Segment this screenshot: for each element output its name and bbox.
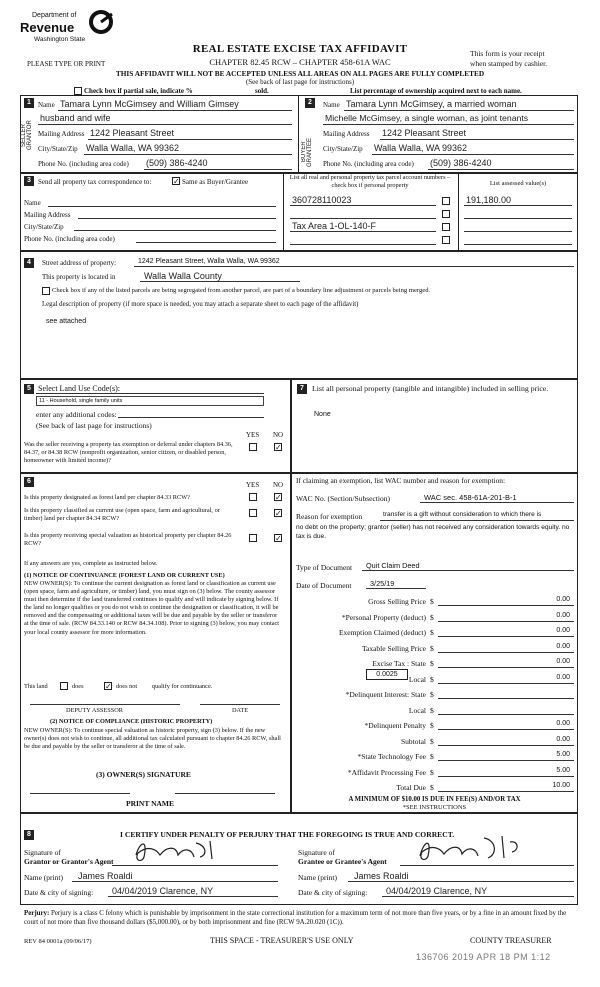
fee-dollar: $ xyxy=(430,721,434,730)
ownership-note: List percentage of ownership acquired next to each name. xyxy=(350,87,522,95)
fee-value[interactable]: 0.00 xyxy=(556,735,570,743)
continuance-title: (1) NOTICE OF CONTINUANCE (FOREST LAND OR CURRENT USE) xyxy=(24,572,225,579)
corr-addr-label: Mailing Address xyxy=(24,211,71,219)
see-back: (See back of last page for instructions) xyxy=(245,78,355,86)
fee-dollar: $ xyxy=(430,643,434,653)
perjury-text xyxy=(24,909,578,927)
seller-name-2[interactable]: husband and wife xyxy=(40,113,111,123)
street-address-label: Street address of property: xyxy=(42,259,117,267)
treasurer-stamp: 136706 2019 APR 18 PM 1:12 xyxy=(416,952,551,962)
wac-number[interactable]: WAC sec. 458-61A-201-B-1 xyxy=(424,493,517,502)
historic-yes-checkbox[interactable] xyxy=(249,534,257,542)
logo-state: Washington State xyxy=(34,36,86,43)
grantee-name[interactable]: James Roaldi xyxy=(354,871,409,881)
fee-label: Gross Selling Price xyxy=(368,597,426,606)
seller-phone[interactable]: (509) 386-4240 xyxy=(146,158,208,168)
exemption-intro: If claiming an exemption, list WAC number and reason for exemption: xyxy=(296,476,506,485)
buyer-addr-label: Mailing Address xyxy=(323,130,370,138)
historic-question: Is this property receiving special valuation as historical property per chapter 84.26 RCW? xyxy=(24,532,232,547)
fee-dollar: $ xyxy=(430,705,434,715)
seller-phone-label: Phone No. (including area code) xyxy=(38,160,129,168)
fee-dollar: $ xyxy=(430,659,434,668)
qualify-label: qualify for continuance. xyxy=(152,683,213,690)
corr-name-label: Name xyxy=(24,199,41,207)
fee-value[interactable]: 0.00 xyxy=(556,611,570,619)
assessed-value-header: List assessed value(s) xyxy=(489,180,547,187)
treasurer-space: THIS SPACE - TREASURER'S USE ONLY xyxy=(210,936,354,945)
section-7-number: 7 xyxy=(297,384,307,394)
seller-city[interactable]: Walla Walla, WA 99362 xyxy=(86,143,180,153)
s6-yes: YES xyxy=(246,481,260,489)
does-label: does xyxy=(72,683,84,690)
continuance-body: NEW OWNER(S): To continue the current designation as forest land or classification as current use (open space, farm and agriculture, or timber) land, you must sign on (3) below. The county assessor must then determine if the land transferred continues to qualify and will indicate by signing below. If the land no longer qualifies or you do not wish to continue the designation or classification, it will be removed and the compensating or additional taxes will be due and payable by the seller or transferor at the time of sale. (RCW 84.33.140 or RCW 84.34.108). Prior to signing (3) below, you may contact your local county assessor for more information. xyxy=(24,580,280,636)
same-as-buyer-checkbox[interactable]: ✓ xyxy=(173,177,180,186)
segregate-checkbox[interactable] xyxy=(42,287,50,295)
fee-dollar: $ xyxy=(430,674,434,684)
this-land-label: This land xyxy=(24,683,48,690)
grantee-signature[interactable] xyxy=(410,832,540,866)
legal-description[interactable]: see attached xyxy=(46,318,87,325)
fee-dollar: $ xyxy=(430,597,434,606)
legal-description-label: Legal description of property (if more space is needed, you may attach a separate sheet to each page of the affidavit) xyxy=(42,301,359,308)
logo-dept: Department of xyxy=(32,12,77,19)
buyer-side-label: BUYER GRANTEE xyxy=(301,137,313,167)
section-1-number: 1 xyxy=(24,98,34,108)
local-rate-box[interactable]: 0.0025 xyxy=(366,669,408,680)
fee-dollar: $ xyxy=(430,736,434,746)
current-use-no-checkbox[interactable]: ✓ xyxy=(275,509,282,518)
fee-dollar: $ xyxy=(430,783,434,792)
partial-sale-label: Check box if partial sale, indicate % xyxy=(84,87,193,95)
parcel-3-personal-checkbox[interactable] xyxy=(442,223,450,231)
fee-value[interactable]: 0.00 xyxy=(556,596,570,603)
parcel-2[interactable]: Tax Area 1-OL-140-F xyxy=(292,221,377,231)
buyer-city[interactable]: Walla Walla, WA 99362 xyxy=(374,143,468,153)
section-3-number: 3 xyxy=(24,176,34,186)
form-title: REAL ESTATE EXCISE TAX AFFIDAVIT xyxy=(192,43,408,55)
does-not-label: does not xyxy=(116,683,138,690)
parcel-4-personal-checkbox[interactable] xyxy=(442,236,450,244)
revenue-swoosh-icon xyxy=(88,10,114,34)
grantor-name[interactable]: James Roaldi xyxy=(78,871,133,881)
compliance-body: NEW OWNER(S): To continue special valuation as historic property, sign (3) below. If the new owner(s) does not wish to continue, all additional tax calculated pursuant to chapter 84.26 RCW, shall be due and payable by the seller or transferor at the time of sale. xyxy=(24,727,281,751)
seller-addr-label: Mailing Address xyxy=(38,130,85,138)
fee-value[interactable]: 0.00 xyxy=(556,720,570,727)
parcel-1[interactable]: 360728110023 xyxy=(292,195,352,205)
reason-line-2[interactable]: no debt on the property; grantor (seller) has not received any consideration towards equity. no tax is due. xyxy=(296,524,570,540)
print-name-label: PRINT NAME xyxy=(126,799,174,808)
fee-label: Excise Tax : State xyxy=(372,659,426,668)
section-6-number: 6 xyxy=(24,477,34,487)
parcel-1-personal-checkbox[interactable] xyxy=(442,197,450,205)
section-6 xyxy=(20,473,291,813)
grantor-date-label: Date & city of signing: xyxy=(24,888,94,897)
grantor-signature[interactable] xyxy=(126,835,246,865)
buyer-name-2[interactable]: Michelle McGimsey, a single woman, as joint tenants xyxy=(325,113,529,123)
does-not-checkbox[interactable]: ✓ xyxy=(105,682,112,691)
fee-label: Exemption Claimed (deduct) xyxy=(338,628,426,637)
s5-no: NO xyxy=(273,431,284,439)
county-treasurer: COUNTY TREASURER xyxy=(470,936,552,945)
doc-date-label: Date of Document xyxy=(296,581,352,590)
buyer-name[interactable]: Tamara Lynn McGimsey, a married woman xyxy=(346,99,517,109)
receipt-note-2: when stamped by cashier. xyxy=(470,59,548,68)
fee-value[interactable]: 10.00 xyxy=(552,782,570,789)
parcel-list-header: List all real and personal property tax parcel account numbers – check box if personal property xyxy=(289,174,451,189)
section-8-number: 8 xyxy=(24,830,34,840)
section-5-number: 5 xyxy=(24,384,34,394)
located-label: This property is located in xyxy=(42,273,116,281)
wac-label: WAC No. (Section/Subsection) xyxy=(296,494,390,503)
doc-date[interactable]: 3/25/19 xyxy=(370,579,395,588)
additional-codes-label: enter any additional codes: xyxy=(36,410,117,419)
grantor-signature-of: Signature of xyxy=(24,848,61,857)
minimum-fee-note: A MINIMUM OF $10.00 IS DUE IN FEE(S) AND/OR TAX xyxy=(348,796,521,803)
seller-side-label: SELLER GRANTOR xyxy=(21,120,33,150)
deputy-assessor-label: DEPUTY ASSESSOR xyxy=(66,707,123,714)
s5-yes: YES xyxy=(246,431,260,439)
seller-name-label: Name xyxy=(38,101,55,109)
reason-label: Reason for exemption xyxy=(296,512,363,521)
partial-sale-checkbox[interactable] xyxy=(74,87,82,95)
fee-label: *Personal Property (deduct) xyxy=(341,612,426,622)
exemption-yes-checkbox[interactable] xyxy=(249,443,257,451)
same-as-buyer-label: Same as Buyer/Grantee xyxy=(182,178,249,186)
current-use-question: Is this property classified as current use (open space, farm and agricultural, or timber) land per chapter 84.34 RCW? xyxy=(24,507,220,522)
send-correspondence-label: Send all property tax correspondence to: xyxy=(38,178,152,186)
doc-type[interactable]: Quit Claim Deed xyxy=(366,561,420,570)
property-street[interactable]: 1242 Pleasant Street, Walla Walla, WA 99362 xyxy=(138,258,280,265)
form-chapter: CHAPTER 82.45 RCW – CHAPTER 458-61A WAC xyxy=(209,57,391,67)
buyer-city-label: City/State/Zip xyxy=(323,145,363,153)
grantor-date-city[interactable]: 04/04/2019 Clarence, NY xyxy=(112,886,214,896)
current-use-yes-checkbox[interactable] xyxy=(249,509,257,517)
forest-yes-checkbox[interactable] xyxy=(249,493,257,501)
historic-no-checkbox[interactable]: ✓ xyxy=(275,534,282,543)
county[interactable]: Walla Walla County xyxy=(144,271,222,281)
forest-question: Is this property designated as forest land per chapter 84.33 RCW? xyxy=(24,494,190,501)
section-2-number: 2 xyxy=(305,98,315,108)
sold-label: sold. xyxy=(255,87,269,95)
logo-revenue: Revenue xyxy=(20,20,75,35)
grantee-signature-of: Signature of xyxy=(298,848,335,857)
land-use-code[interactable]: 11 - Household, single family units xyxy=(36,396,264,406)
fee-value[interactable]: 5.00 xyxy=(556,766,570,774)
fee-label: *Delinquent Penalty xyxy=(364,721,426,730)
fee-label: Total Due xyxy=(396,783,426,792)
fee-dollar: $ xyxy=(430,628,434,637)
fee-dollar: $ xyxy=(430,690,434,699)
land-use-label: Select Land Use Code(s): xyxy=(38,384,120,393)
grantee-date-city[interactable]: 04/04/2019 Clarence, NY xyxy=(386,886,488,896)
fee-label: *State Technology Fee xyxy=(357,752,426,761)
fee-label: Local xyxy=(408,674,426,684)
corr-phone-label: Phone No. (including area code) xyxy=(24,235,115,243)
fee-label: Local xyxy=(408,705,426,715)
does-checkbox[interactable] xyxy=(60,682,68,690)
revision: REV 84 0001a (09/06/17) xyxy=(24,938,92,945)
fee-label: Taxable Selling Price xyxy=(361,643,426,653)
exemption-question: Was the seller receiving a property tax exemption or deferral under chapters 84.36, 84.37, or 84.38 RCW (nonprofit organization, senior citizen, or disabled person, homeowner with limited income)? xyxy=(24,441,233,464)
fee-label: *Delinquent Interest: State xyxy=(345,690,426,699)
reason-line-1[interactable]: transfer is a gift without consideration to which there is xyxy=(383,511,542,518)
exemption-no-checkbox[interactable]: ✓ xyxy=(275,443,282,452)
segregate-label: Check box if any of the listed parcels are being segregated from another parcel, are part of a boundary line adjustment or parcels being merged. xyxy=(52,287,431,294)
buyer-address[interactable]: 1242 Pleasant Street xyxy=(382,128,467,138)
grantee-name-label: Name (print) xyxy=(298,873,337,882)
section-4 xyxy=(20,251,578,379)
owner-signature-title: (3) OWNER(S) SIGNATURE xyxy=(96,770,191,779)
assessed-value-1[interactable]: 191,180.00 xyxy=(466,195,512,205)
personal-property-label: List all personal property (tangible and intangible) included in selling price. xyxy=(312,384,549,393)
certify-statement: I CERTIFY UNDER PENALTY OF PERJURY THAT THE FOREGOING IS TRUE AND CORRECT. xyxy=(120,830,455,839)
parcel-2-personal-checkbox[interactable] xyxy=(442,210,450,218)
grantor-name-label: Name (print) xyxy=(24,873,63,882)
grantee-date-label: Date & city of signing: xyxy=(298,888,368,897)
fee-value[interactable]: 0.00 xyxy=(556,642,570,650)
forest-no-checkbox[interactable]: ✓ xyxy=(275,493,282,502)
fee-label: *Affidavit Processing Fee xyxy=(347,767,426,777)
land-use-see-back: (See back of last page for instructions) xyxy=(36,421,152,430)
buyer-phone[interactable]: (509) 386-4240 xyxy=(430,158,492,168)
seller-city-label: City/State/Zip xyxy=(38,145,78,153)
seller-address[interactable]: 1242 Pleasant Street xyxy=(90,128,175,138)
notice: THIS AFFIDAVIT WILL NOT BE ACCEPTED UNLESS ALL AREAS ON ALL PAGES ARE FULLY COMPLETED xyxy=(115,69,485,78)
fee-dollar: $ xyxy=(430,752,434,761)
fee-value[interactable]: 0.00 xyxy=(556,673,570,681)
fee-dollar: $ xyxy=(430,612,434,622)
buyer-name-label: Name xyxy=(323,101,340,109)
see-instructions: *SEE INSTRUCTIONS xyxy=(402,804,467,811)
grantee-agent-label: Grantee or Grantee's Agent xyxy=(298,857,387,866)
perjury-label: Perjury: xyxy=(24,910,50,917)
fee-dollar: $ xyxy=(430,767,434,777)
personal-property-value[interactable]: None xyxy=(314,411,331,418)
s6-no: NO xyxy=(273,481,284,489)
corr-city-label: City/State/Zip xyxy=(24,223,64,231)
compliance-title: (2) NOTICE OF COMPLIANCE (HISTORIC PROPERTY) xyxy=(50,718,213,725)
fee-value[interactable]: 0.00 xyxy=(556,658,570,665)
seller-name[interactable]: Tamara Lynn McGimsey and William Gimsey xyxy=(60,99,239,109)
doc-type-label: Type of Document xyxy=(296,563,353,572)
fee-label: Subtotal xyxy=(400,736,426,746)
buyer-phone-label: Phone No. (including area code) xyxy=(323,160,414,168)
receipt-note-1: This form is your receipt xyxy=(470,49,545,58)
assessor-date-label: DATE xyxy=(232,707,249,714)
grantor-agent-label: Grantor or Grantor's Agent xyxy=(24,857,114,866)
please-type: PLEASE TYPE OR PRINT xyxy=(27,60,106,68)
fee-value[interactable]: 0.00 xyxy=(556,627,570,634)
perjury-body: Perjury is a class C felony which is punishable by imprisonment in the state correctional institution for a maximum term of not more than five years, or by a fine in an amount fixed by the court of not more than five thousand dollars ($5,000.00), or by both imprisonment and fine (RCW 9A.20.020 (1C)). xyxy=(24,910,567,926)
section-4-number: 4 xyxy=(24,258,34,268)
if-any-yes: If any answers are yes, complete as instructed below. xyxy=(24,560,158,567)
fee-value[interactable]: 5.00 xyxy=(556,751,570,758)
